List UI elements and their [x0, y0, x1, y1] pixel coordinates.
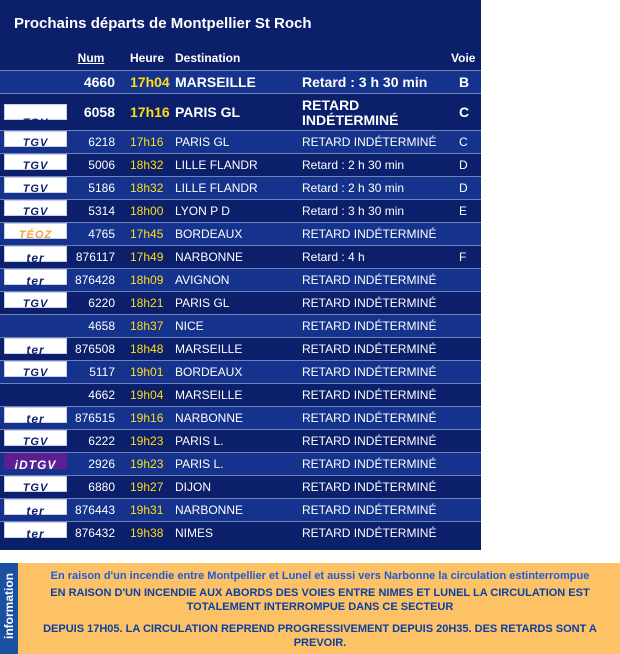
departure-time: 18h32: [130, 181, 164, 195]
teoz-logo: TÉOZ: [4, 223, 67, 239]
ter-logo: ter: [4, 522, 67, 538]
train-number: 6880: [88, 480, 115, 494]
departure-row: [0, 93, 481, 130]
destination: BORDEAUX: [175, 227, 243, 241]
departure-time: 18h00: [130, 204, 164, 218]
destination: PARIS GL: [175, 135, 230, 149]
tgv-logo: TGV: [4, 292, 67, 308]
status: RETARD INDÉTERMINÉ: [302, 273, 437, 287]
status: RETARD INDÉTERMINÉ: [302, 227, 437, 241]
train-number: 876428: [74, 273, 115, 287]
destination: MARSEILLE: [175, 74, 256, 90]
info-message-1: En raison d'un incendie entre Montpellier et Lunel et aussi vers Narbonne la circulation estinterrompue: [50, 570, 590, 582]
info-side-label: information: [2, 573, 16, 639]
train-number: 6058: [83, 104, 115, 120]
train-number: 5006: [88, 158, 115, 172]
departure-time: 18h21: [130, 296, 164, 310]
departure-time: 18h32: [130, 158, 164, 172]
info-message-2: EN RAISON D'UN INCENDIE AUX ABORDS DES VOIES ENTRE NIMES ET LUNEL LA CIRCULATION EST TOTALEMENT INTERROMPUE DANS CE SECTEUR: [50, 587, 590, 613]
column-headers: [0, 47, 481, 70]
tgv-logo: TGV: [4, 476, 67, 492]
destination: PARIS L.: [175, 434, 224, 448]
destination: PARIS GL: [175, 296, 230, 310]
board-title: Prochains départs de Montpellier St Roch: [14, 15, 312, 32]
train-number: 876117: [75, 250, 115, 264]
destination: NARBONNE: [175, 503, 244, 517]
train-number: 6218: [88, 135, 115, 149]
destination: PARIS L.: [175, 457, 224, 471]
departure-row: [0, 521, 481, 544]
header-destination: Destination: [175, 51, 241, 65]
status: RETARD INDÉTERMINÉ: [302, 135, 437, 149]
status: RETARD INDÉTERMINÉ: [302, 457, 437, 471]
departure-row: [0, 222, 481, 245]
destination: DIJON: [175, 480, 211, 494]
destination: MARSEILLE: [175, 388, 243, 402]
departure-row: [0, 199, 481, 222]
header-heure: Heure: [130, 51, 165, 65]
status: RETARD INDÉTERMINÉ: [302, 503, 437, 517]
platform: D: [459, 158, 468, 172]
status: Retard : 2 h 30 min: [302, 181, 405, 195]
ter-logo: ter: [4, 246, 67, 262]
info-side-tab: [0, 563, 18, 654]
train-number: 876432: [74, 526, 115, 540]
status: Retard : 3 h 30 min: [302, 204, 405, 218]
departure-row: [0, 498, 481, 521]
platform: E: [459, 204, 468, 218]
tgv-logo: TGV: [4, 361, 67, 377]
info-banner: [0, 563, 620, 654]
tgv-logo: TGV: [4, 131, 67, 147]
ter-logo: ter: [4, 338, 67, 354]
train-number: 6220: [88, 296, 115, 310]
tgv-logo: TGV: [4, 154, 67, 170]
departure-row: [0, 153, 481, 176]
train-number: 4658: [88, 319, 115, 333]
destination: PARIS GL: [175, 104, 241, 120]
platform: B: [459, 74, 470, 90]
departure-row: [0, 383, 481, 406]
departure-time: 19h23: [130, 457, 164, 471]
platform: D: [459, 181, 468, 195]
ter-logo: ter: [4, 407, 67, 423]
destination: NICE: [175, 319, 204, 333]
train-number: 5186: [88, 181, 115, 195]
tgv-logo: TGV: [4, 430, 67, 446]
departure-time: 19h27: [130, 480, 164, 494]
train-number: 5117: [89, 365, 115, 379]
departure-row: [0, 475, 481, 498]
train-number: 2926: [88, 457, 115, 471]
platform: F: [459, 250, 467, 264]
destination: NARBONNE: [175, 250, 244, 264]
idtgv-logo: iDTGV: [4, 453, 67, 469]
train-number: 876515: [74, 411, 115, 425]
status: RETARD INDÉTERMINÉ: [302, 411, 437, 425]
train-number: 876443: [74, 503, 115, 517]
header-num[interactable]: Num: [77, 51, 105, 65]
departure-row: [0, 130, 481, 153]
departure-row: [0, 360, 481, 383]
train-number: 6222: [88, 434, 115, 448]
status: RETARD INDÉTERMINÉ: [302, 97, 399, 128]
info-message-3: DEPUIS 17H05. LA CIRCULATION REPREND PROGRESSIVEMENT DEPUIS 20H35. DES RETARDS SONT A PREVOIR.: [43, 623, 597, 649]
status: RETARD INDÉTERMINÉ: [302, 342, 437, 356]
destination: BORDEAUX: [175, 365, 243, 379]
departure-row: [0, 176, 481, 199]
departure-time: 19h01: [130, 365, 164, 379]
destination: LILLE FLANDR: [175, 158, 258, 172]
departure-row: [0, 429, 481, 452]
status: RETARD INDÉTERMINÉ: [302, 365, 437, 379]
departure-time: 18h37: [130, 319, 164, 333]
departure-time: 19h38: [130, 526, 164, 540]
destination: LYON P D: [175, 204, 230, 218]
destination: LILLE FLANDR: [175, 181, 258, 195]
status: RETARD INDÉTERMINÉ: [302, 388, 437, 402]
departure-time: 17h49: [130, 250, 164, 264]
departure-row: [0, 337, 481, 360]
destination: MARSEILLE: [175, 342, 243, 356]
destination: NARBONNE: [175, 411, 244, 425]
header-voie: Voie: [451, 51, 476, 65]
departure-time: 17h04: [130, 74, 170, 90]
departure-time: 19h23: [130, 434, 164, 448]
departure-time: 18h09: [130, 273, 164, 287]
platform: C: [459, 135, 468, 149]
status: RETARD INDÉTERMINÉ: [302, 526, 437, 540]
departure-time: 17h45: [130, 227, 164, 241]
departure-row: [0, 70, 481, 93]
tgv-logo: TGV: [4, 200, 67, 216]
status: RETARD INDÉTERMINÉ: [302, 296, 437, 310]
status: Retard : 3 h 30 min: [302, 74, 428, 90]
platform: C: [459, 104, 470, 120]
departure-time: 19h31: [130, 503, 164, 517]
train-number: 4662: [88, 388, 115, 402]
train-number: 4765: [88, 227, 115, 241]
departure-time: 19h04: [130, 388, 164, 402]
ter-logo: ter: [4, 269, 67, 285]
departure-time: 19h16: [130, 411, 164, 425]
status: RETARD INDÉTERMINÉ: [302, 319, 437, 333]
status: Retard : 2 h 30 min: [302, 158, 405, 172]
status: RETARD INDÉTERMINÉ: [302, 480, 437, 494]
tgv-logo: TGV: [4, 104, 67, 120]
status: Retard : 4 h: [302, 250, 365, 264]
departure-row: [0, 245, 481, 268]
departure-row: [0, 452, 481, 475]
departure-row: [0, 268, 481, 291]
status: RETARD INDÉTERMINÉ: [302, 434, 437, 448]
ter-logo: ter: [4, 499, 67, 515]
train-number: 876508: [74, 342, 115, 356]
tgv-logo: TGV: [4, 177, 67, 193]
train-number: 4660: [83, 74, 115, 90]
train-number: 5314: [88, 204, 115, 218]
departure-time: 17h16: [130, 104, 170, 120]
destination: AVIGNON: [175, 273, 230, 287]
departure-time: 18h48: [130, 342, 164, 356]
departure-row: [0, 406, 481, 429]
departure-row: [0, 314, 481, 337]
departure-time: 17h16: [130, 135, 164, 149]
departures-list: [0, 70, 481, 544]
departure-row: [0, 291, 481, 314]
destination: NIMES: [175, 526, 214, 540]
